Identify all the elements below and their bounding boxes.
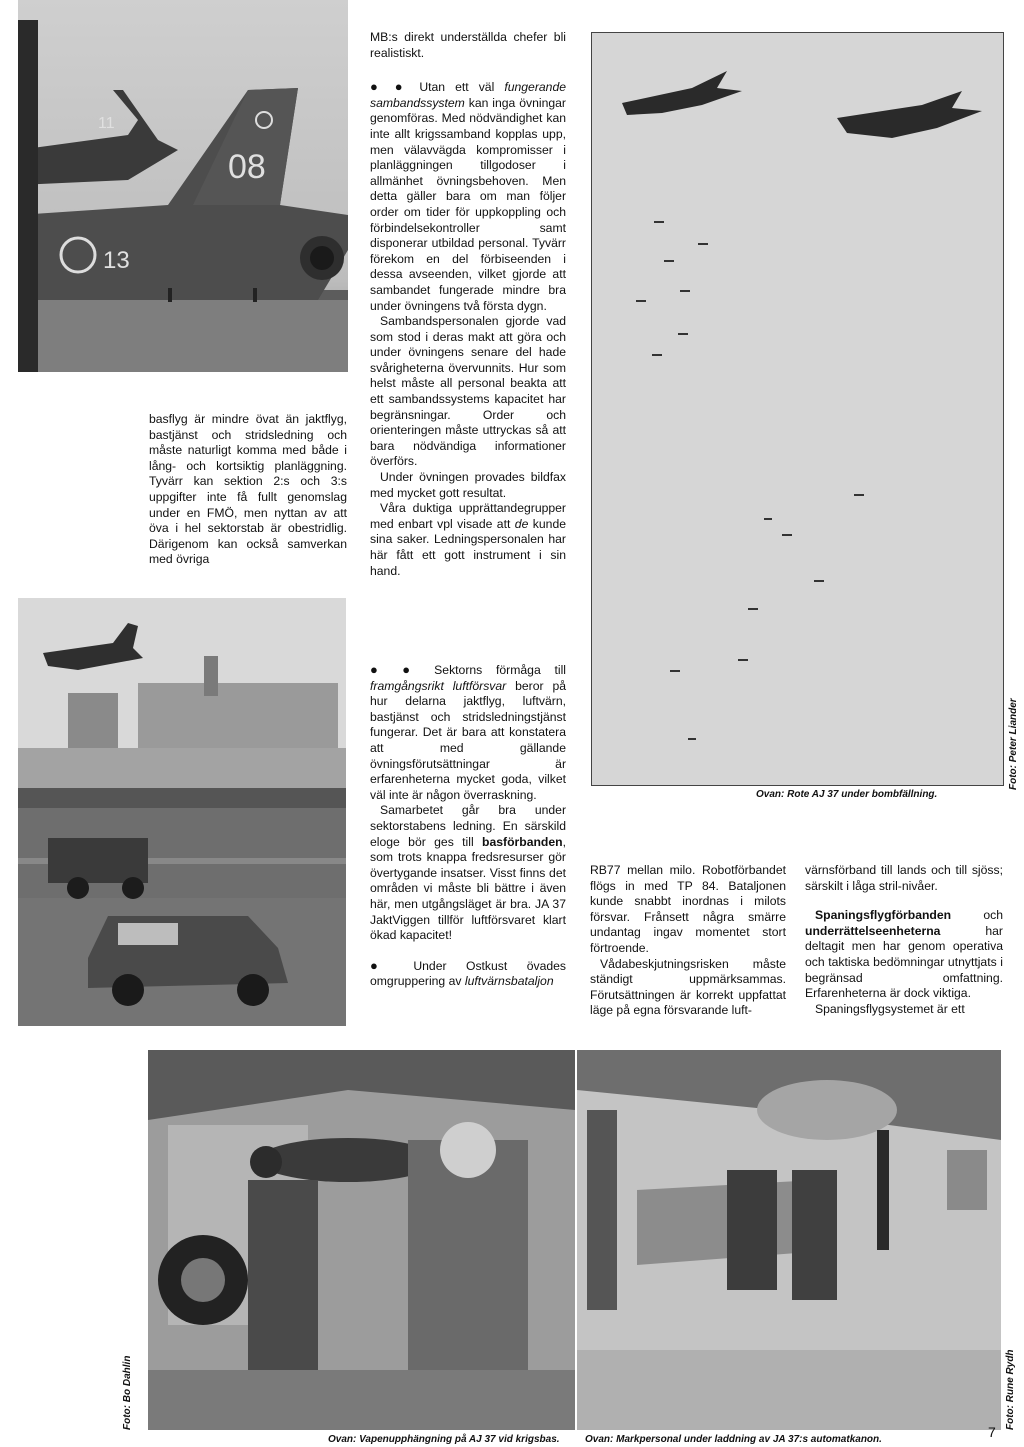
paragraph: Våra duktiga upprättandegrupper med enbart vpl visade att de kunde sina saker. Ledningspersonalen har här fått ett gott instrument i sin hand. <box>370 501 566 578</box>
paragraph: Spaningsflygsystemet är ett <box>815 1001 965 1016</box>
text-column-left <box>149 412 347 568</box>
photo-ground-crew <box>577 1050 1001 1430</box>
paragraph: ● ● Utan ett väl fungerande sambandssystem kan inga övningar genomföras. Med nödvändighet kan inte allt krigssamband kopplas upp, men välavvägda kompromisser i planläggningen tillgodoser i allmänhet övningsbehoven. Men detta gäller bara om man följer order om tider för uppkoppling och förbindelsekontroller samt disponerar utbildad personal. Tyvärr förekom en del förbiseenden i dessa avseenden, vilket gjorde att sambandet fungerade mindre bra under övningens två första dygn. <box>370 79 566 313</box>
paragraph: Samarbetet går bra under sektorstabens ledning. En särskild eloge bör ges till basförbanden, som trots knappa fredsresurser gör övertygande insatser. Visst finns det områden vi måste bli bättre i även här, men utgångsläget är bra. JA 37 JaktViggen tillför luftförsvaret klart ökad kapacitet! <box>370 803 566 943</box>
paragraph: ● Under Ostkust övades omgruppering av luftvärnsbataljon <box>370 957 566 989</box>
text-column-rb77 <box>590 863 786 1019</box>
paragraph: Under övningen provades bildfax med mycket gott resultat. <box>370 470 566 500</box>
paragraph: RB77 mellan milo. Robotförbandet flögs in med TP 84. Bataljonen kunde snabbt inordnas i milots försvar. Frånsett några smärre undantag ingav momentet stort förtroende. <box>590 863 786 955</box>
tail-number-11: 11 <box>98 115 115 132</box>
photo-credit-bo: Foto: Bo Dahlin <box>122 1355 133 1430</box>
caption-ground-crew: Ovan: Markpersonal under laddning av JA 37:s automatkanon. <box>585 1434 882 1445</box>
photo-weapons-mounting <box>148 1050 575 1430</box>
text-column-middle-bottom <box>370 662 566 990</box>
paragraph: värnsförband till lands och till sjöss; särskilt i låga stril-nivåer. <box>805 863 1003 893</box>
caption-weapons-mounting: Ovan: Vapenupphängning på AJ 37 vid krigsbas. <box>328 1434 560 1445</box>
photo-bomb-release <box>591 32 1004 786</box>
paragraph: ● ● Sektorns förmåga till framgångsrikt luftförsvar beror på hur delarna jaktflyg, luftvärn, bastjänst och stridsledningstjänst fungerar. Det är bara att konstatera att med gällande övningsförutsättningar är erfarenheterna mycket goda, vilket väl inte är någon överraskning. <box>370 662 566 802</box>
tail-number-08: 08 <box>228 148 266 186</box>
caption-bomb-release: Ovan: Rote AJ 37 under bombfällning. <box>756 789 938 800</box>
photo-airfield-cars <box>18 598 346 1026</box>
photo-credit-peter: Foto: Peter Liander <box>1008 698 1019 790</box>
paragraph: Vådabeskjutningsrisken måste ständigt uppmärksammas. Förutsättningen är korrekt uppfattat läge på egna försvarande luft- <box>590 956 786 1018</box>
paragraph: Spaningsflygförbanden och underrättelseenheterna har deltagit men har genom operativa och taktiska bedömningar utnyttjats i begränsad omfattning. Erfarenheterna är dock viktiga. <box>805 908 1003 1001</box>
text-column-right <box>805 863 1003 1017</box>
paragraph: Sambandspersonalen gjorde vad som stod i deras makt att göra och under övningens senare del hade svårigheterna övervunnits. Hur som helst måste all personal beakta att ett sambandssystems kapacitet har begränsningar. Order och orienteringen måste uttryckas så att bara nödvändiga informationer överförs. <box>370 314 566 469</box>
paragraph: MB:s direkt underställda chefer bli realistiskt. <box>370 30 566 60</box>
page-number: 7 <box>988 1424 996 1440</box>
photo-credit-rune: Foto: Rune Rydh <box>1005 1349 1016 1430</box>
paragraph: basflyg är mindre övat än jaktflyg, bastjänst och stridsledning och måste naturligt komma med både i lång- och kortsiktig planläggning. Tyvärr kan sektion 2:s och 3:s uppgifter inte få fullt genomslag under en FMÖ, men nyttan av att öva i hel sektorstab är obestridlig. Därigenom kan också samverkan med övriga <box>149 412 347 567</box>
fuselage-number-13: 13 <box>103 247 130 274</box>
text-column-middle-top <box>370 30 566 579</box>
photo-viggen-tails <box>18 0 348 372</box>
